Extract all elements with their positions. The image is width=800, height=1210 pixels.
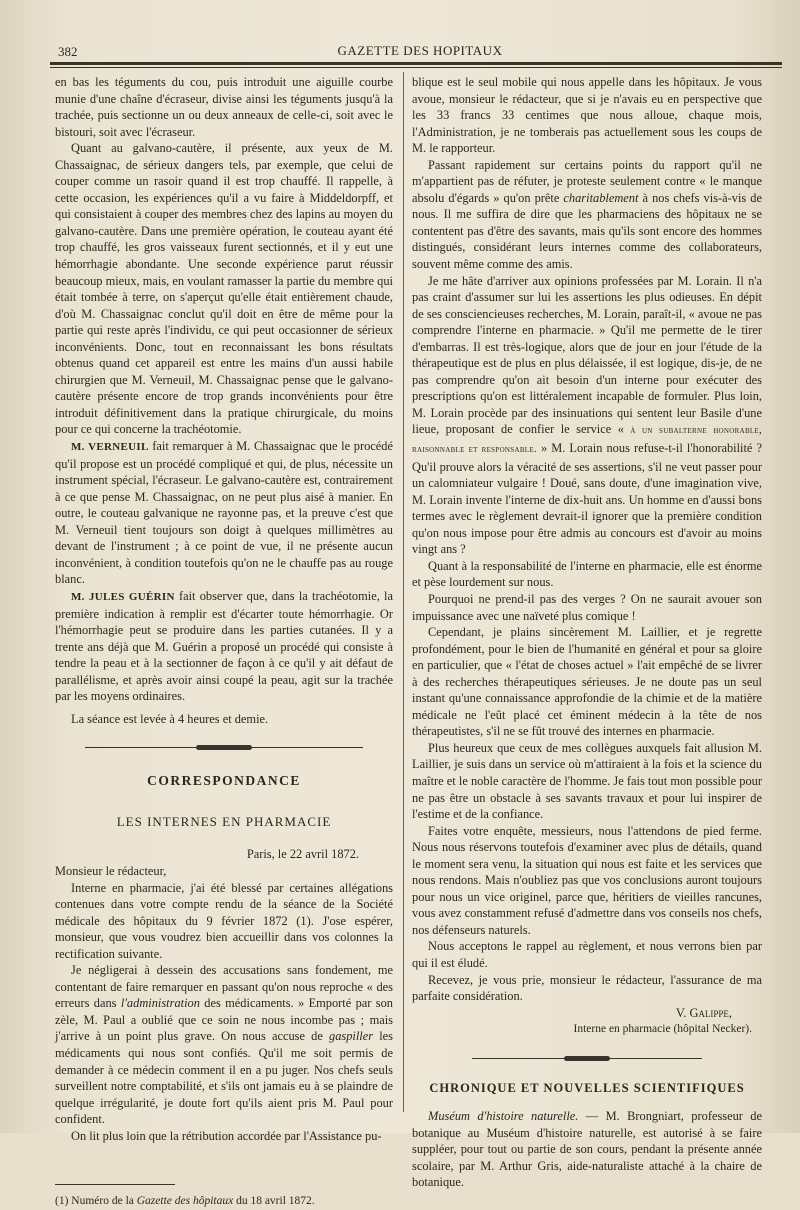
footnote-rule xyxy=(55,1184,175,1185)
ornament-flourish xyxy=(564,1056,610,1061)
paragraph xyxy=(412,157,762,273)
paragraph: Recevez, je vous prie, monsieur le rédacteur, l'assurance de ma parfaite considération. xyxy=(412,972,762,1004)
italic-term: gaspiller xyxy=(329,1029,374,1044)
article-title: LES INTERNES EN PHARMACIE xyxy=(116,813,332,829)
paragraph: Cependant, je plains sincèrement M. Laillier, et je regrette profondément, pour le bien de l'humanité en général et pour sa gloire en particulier, que « l'état de choses actuel » l'ait empêché de se livrer à des recherches thérapeutiques sérieuses. Je ne doute pas un seul instant qu'une connaissance approfondie de la chimie et de la matière médicale ne l'eût placé cet éminent médecin à la tête de nos thérapeutistes, s'il ne se fût trouvé des internes en pharmacie. xyxy=(412,625,762,739)
italic-term: Muséum d'histoire naturelle. xyxy=(428,1109,579,1124)
paragraph: Nous acceptons le rappel au règlement, et nous verrons bien par qui il est éludé. xyxy=(412,939,762,970)
paragraph-text: — M. Brongniart, professeur de botanique au Muséum d'histoire naturelle, est autorisé à se faire suppléer, pour tout ou partie de son cours, pendant la présente année scolaire, par M. Arthur Gris, aide-naturaliste attaché à la chaire de botanique. xyxy=(412,1109,763,1190)
paragraph: blique est le seul mobile qui nous appelle dans les hôpitaux. Je vous avoue, monsieur le rédacteur, que si je n'avais eu en perspective que les 33 francs 33 centimes que nous alloue, chaque mois, l'Administration, je ne tomberais pas actuellement sous les coups de M. le rapporteur. xyxy=(412,75,762,156)
right-column xyxy=(412,74,762,1191)
column-divider xyxy=(403,72,404,1112)
ornament-divider xyxy=(472,1052,702,1066)
letter-salutation: Monsieur le rédacteur, xyxy=(55,863,167,878)
letter-signature xyxy=(412,1005,762,1022)
italic-term: l'administration xyxy=(120,996,200,1011)
header-rule-thick xyxy=(50,62,782,65)
page-header xyxy=(50,40,790,64)
ornament-flourish xyxy=(196,745,252,750)
footnote xyxy=(55,1193,393,1210)
paragraph-text: fait observer que, dans la trachéotomie, la première indication à remplir est d'écarter toute hémorrhagie. Or l'hémorrhagie peut se produire dans les parties cutanées. Il y a trente ans déjà que M. Guérin a proposé un procédé qui consiste à tendre la peau et à la sectionner de façon à ce qu'il y ait défaut de parallélisme, et après avoir ainsi coupé la peau, agit sur la trachée par les moyens ordinaires. xyxy=(55,588,393,704)
footnote-text: (1) Numéro de la xyxy=(55,1195,137,1208)
speaker-name: M. VERNEUIL xyxy=(71,441,149,454)
paragraph: Interne en pharmacie, j'ai été blessé par certaines allégations contenues dans votre compte rendu de la séance de la Société médicale des hôpitaux du 9 février 1872 (1). J'ose espérer, monsieur, que vous voudrez bien accueillir dans vos colonnes la rectification suivante. xyxy=(55,880,393,961)
paragraph: Quant au galvano-cautère, il présente, aux yeux de M. Chassaignac, de sérieux dangers tels, par exemple, que celui de couper comme un rasoir quand il est trop chauffé. Il rappelle, à cette occasion, les expériences qu'il a vu faire à Middeldorpff, et qui consistaient à couper des membres chez des lapins au moyen du galvano-cautère. Dans une première opération, le couteau ayant été trop chauffé, les gros vaisseaux furent sectionnés, et il y eut une hémorrhagie abondante. Une seconde expérience parut réussir beaucoup mieux, mais, en voulant ramasser la partie du membre qui était tombée à terre, on s'aperçut qu'elle était entièrement chaude, d'où M. Chassaignac conclut qu'il doit en être de même pour la partie qui reste après l'individu, ce qui peut occasionner de sérieux inconvénients. Donc, tout en reconnaissant les bons résultats obtenus quand cet appareil est entre les mains d'un aussi habile chirurgien que M. Verneuil, M. Chassaignac pense que le galvano-cautère présente encore de trop grands inconvénients pour être introduit définitivement dans la pratique chirurgicale, du moins pour ce qui concerne la trachéotomie. xyxy=(55,141,393,437)
paragraph: Faites votre enquête, messieurs, nous l'attendons de pied ferme. Nous nous réservons toutefois d'examiner avec plus de détails, quand le moment sera venu, la situation qui nous est faite et les services que nous rendons. Mais n'oubliez pas que vos conclusions auront toujours pour nous un vice originel, parce que, héritiers de vieilles rancunes, vous avez constamment refusé d'admettre dans vos conseils nos chefs, nos défenseurs naturels. xyxy=(412,823,762,937)
paragraph-text: à nos chefs vis-à-vis de nous. Il me suffira de dire que les pharmaciens des hôpitaux ne se contentent pas d'être des savants, mais qu'ils sont encore des hommes distingués, considérant leurs internes comme des collaborateurs, souvent même comme des amis. xyxy=(412,190,762,272)
paragraph: Pourquoi ne prend-il pas des verges ? On ne saurait avouer son impuissance avec une naïveté plus comique ! xyxy=(412,591,762,623)
section-title: CORRESPONDANCE xyxy=(147,773,301,789)
paragraph xyxy=(55,962,393,1127)
ornament-divider xyxy=(85,741,363,755)
signature-name: V. Galippe, xyxy=(675,1005,732,1020)
paragraph-text: des médicaments. » Emporté par son zèle, M. Paul a oublié que ce soin ne nous incombe pas ; mais j'arrive à un point plus grave. On nous accuse de xyxy=(55,996,393,1044)
paragraph-text: » M. Lorain nous refuse-t-il l'honorabilité ? Qu'il prouve alors la véracité de ses assertions, s'il ne veut passer pour un calomniateur vulgaire ! Doué, sans doute, d'une imagination vive, M. Lorain invente l'interne de dix-huit ans. Un homme en d'aussi bons termes avec le règlement devrait-il ignorer que la première condition qu'on nous impose pour être admis au concours est d'avoir au moins vingt ans ? xyxy=(412,441,762,557)
paragraph xyxy=(412,1108,762,1191)
journal-title: GAZETTE DES HOPITAUX xyxy=(337,43,503,58)
header-rule-thin xyxy=(50,67,782,68)
paragraph-text: Je me hâte d'arriver aux opinions professées par M. Lorain. Il n'a pas craint d'assumer sur lui les assertions les plus odieuses. En dépit de ses consciencieuses recherches, M. Lorain, paraît-il, « avoue ne pas comprendre l'interne en pharmacie. » Qu'il me permette de le tirer d'embarras. Il est très-logique, alors que de jour en jour l'étude de la thérapeutique est de plus en plus délaissée, il est logique, dis-je, de ne pas comprendre qu'on ait besoin d'un interne pour exécuter des prescriptions qu'on est littéralement incapable de formuler. Plus loin, M. Lorain procède par des insinuations qui sentent leur Basile d'une lieue, proposant de confier le service « xyxy=(412,273,762,437)
footnote-citation: Gazette des hôpitaux xyxy=(136,1195,234,1208)
footnote-text: du 18 avril 1872. xyxy=(233,1195,315,1208)
paragraph-text: Je négligerai à dessein des accusations sans fondement, me contentant de faire remarquer en passant qu'on nous reproche « des erreurs dans xyxy=(55,963,393,1011)
paragraph: Plus heureux que ceux de mes collègues auxquels fait allusion M. Laillier, je suis dans un service où m'attiraient à la fois et la science du maître et le noble caractère de l'homme. Je fais tout mon possible pour ne pas être un obstacle à ses savants travaux et pour lui inspirer de l'estime et de la confiance. xyxy=(412,740,762,822)
paragraph xyxy=(55,588,393,705)
speaker-name: M. JULES GUÉRIN xyxy=(71,590,175,603)
section-title: CHRONIQUE ET NOUVELLES SCIENTIFIQUES xyxy=(429,1080,745,1095)
left-column xyxy=(55,74,393,1210)
paragraph-text: fait remarquer à M. Chassaignac que le procédé qu'il propose est un procédé compliqué et qui, de plus, nécessite un instrument spécial, l'écraseur. Le galvano-cautère est, contrairement à ce que pense M. Chassaignac, on ne peut plus aisé à manier. En outre, le couteau galvanique ne rayonne pas, et la preuve c'est que M. Verneuil tient toujours son doigt à quelques millimètres au devant de l'instrument ; à ce point de vue, il ne présente aucun inconvénient, à condition toutefois qu'on ne le chauffe pas au rouge blanc. xyxy=(55,439,393,587)
paragraph xyxy=(55,438,393,588)
signature-affiliation: Interne en pharmacie (hôpital Necker). xyxy=(573,1023,752,1036)
paragraph xyxy=(412,273,762,558)
paragraph: en bas les téguments du cou, puis introduit une aiguille courbe munie d'une chaîne d'écraseur, divise ainsi les téguments jusqu'à la trachée, puis sectionne un ou deux anneaux de celle-ci, soit avec le bistouri, soit avec l'écraseur. xyxy=(55,75,393,139)
session-closing: La séance est levée à 4 heures et demie. xyxy=(71,711,269,726)
quoted-phrase: à un subalterne honorable, raisonnable et responsable. xyxy=(412,425,762,456)
paragraph: Quant à la responsabilité de l'interne en pharmacie, elle est énorme et pèse lourdement sur nous. xyxy=(412,558,762,590)
letter-dateline: Paris, le 22 avril 1872. xyxy=(246,847,359,862)
paragraph-text: les médicaments qui nous sont confiés. Qu'il me soit permis de demander à ce médecin comment il en a pu juger. Nos chefs seuls surveillent notre comptabilité, et s'ils ont jamais eu à se plaindre de quelque irrégularité, je doute fort qu'ils aient pris M. Paul pour confident. xyxy=(55,1029,393,1127)
paragraph: On lit plus loin que la rétribution accordée par l'Assistance pu- xyxy=(71,1128,382,1143)
italic-term: charitablement xyxy=(563,190,639,205)
paragraph-text: Passant rapidement sur certains points du rapport qu'il ne m'appartient pas de réfuter, je proteste seulement contre « le manque absolu d'égards » qu'on prête xyxy=(412,157,762,205)
page-number: 382 xyxy=(58,44,78,59)
